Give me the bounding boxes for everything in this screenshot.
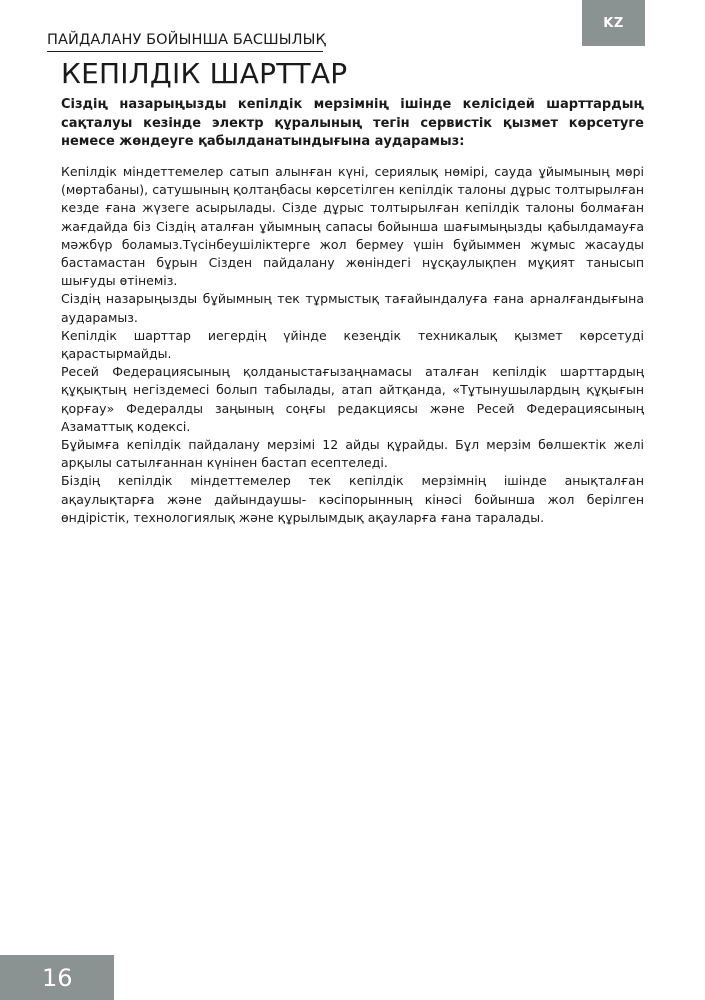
paragraph-no-home-service: Кепілдік шарттар иегердің үйінде кезеңдік техникалық қызмет көрсетуді қарастырмайды. [61, 327, 644, 362]
header-underline [47, 51, 323, 52]
intro-paragraph: Сіздің назарыңызды кепілдік мерзімнің ішінде келісідей шарттардың сақталуы кезінде электр құралының тегін сервистік қызмет көрсетуге немесе жөндеуге қабылданатындығына аударамыз: [61, 97, 644, 150]
paragraph-warranty-scope: Біздің кепілдік міндеттемелер тек кепілдік мерзімнің ішінде анықталған ақаулықтарға және дайындаушы- кәсіпорынның кінәсі бойынша жол берілген өндірістік, технологиялық және құрылымдық ақауларға ғана таралады. [61, 473, 644, 525]
paragraph-household-use: Сіздің назарыңызды бұйымның тек тұрмыстық тағайындалуға ғана арналғандығына аударамыз. [61, 291, 644, 325]
body-text [61, 163, 644, 527]
paragraph-warranty-period: Бұйымға кепілдік пайдалану мерзімі 12 айды құрайды. Бұл мерзім бөлшектік желі арқылы сатылғаннан күнінен бастап есептеледі. [61, 437, 644, 471]
section-header: ПАЙДАЛАНУ БОЙЫНША БАСШЫЛЫҚ [47, 32, 326, 48]
language-tab: KZ [582, 0, 645, 46]
paragraph-warranty-card: Кепілдік міндеттемелер сатып алынған күні, сериялық нөмірі, сауда ұйымының мөрі (мөртабаны), сатушының қолтаңбасы көрсетілген кепілдік талоны дұрыс толтырылған кезде ғана жүзеге асырылады. Сізде дұрыс толтырылған кепілдік талоны болмаған жағдайда біз Сіздің аталған ұйымның сапасы бойынша шағымыңызды қабылдамауға мәжбүр боламыз.Түсінбеушіліктерге жол бермеу үшін бұйыммен жұмыс жасауды бастамастан бұрын Сізден пайдалану жөніндегі нұсқаулықпен мұқият танысып шығуды өтінеміз. [61, 164, 644, 289]
page-number-box [0, 955, 114, 1000]
page-number: 16 [42, 963, 73, 992]
page-title: КЕПІЛДІК ШАРТТАР [61, 57, 348, 90]
paragraph-legal-basis: Ресей Федерациясының қолданыстағызаңнамасы аталған кепілдік шарттардың құқықтың негіздемесі болып табылады, атап айтқанда, «Тұтынушылардың құқығын қорғау» Федералды заңының соңғы редакциясы және Ресей Федерациясының Азаматтық кодексі. [61, 364, 644, 434]
